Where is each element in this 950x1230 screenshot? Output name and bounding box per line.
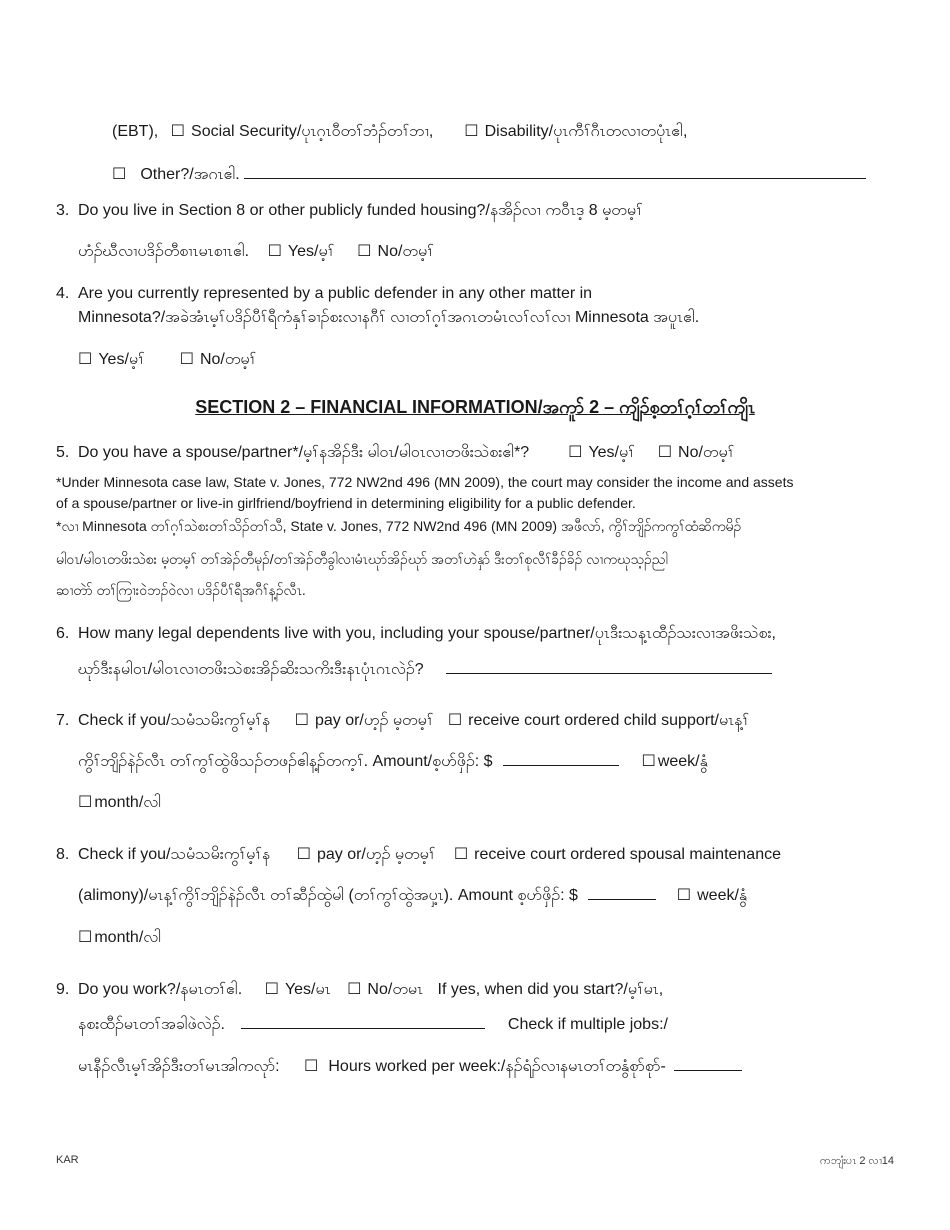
label-other: Other?/အဂၤဧါ. (140, 166, 240, 183)
label-q8-month: month/လါ (94, 929, 162, 946)
q2-line2 (112, 164, 866, 186)
start-date-input[interactable] (241, 1014, 485, 1029)
label-q3-no: No/တမ့ၢ် (377, 243, 434, 260)
q5-number: 5. (56, 444, 70, 461)
q7-line2 (78, 751, 708, 773)
q5-text: Do you have a spouse/partner*/မ့ၢ်နအိၣ်ဒီး မါဝၤ/မါဝၤလၢတဖိးသဲစးဧါ*? (78, 444, 530, 461)
checkbox-q9-no[interactable]: ☐ (347, 981, 362, 998)
q9-line1 (56, 979, 663, 1001)
q9-text3: မၤနီၣ်လီၤမ့ၢ်အိၣ်ဒီးတၢ်မၤအါကလုာ်: (78, 1058, 280, 1075)
checkbox-q3-no[interactable]: ☐ (357, 243, 372, 260)
checkbox-q4-no[interactable]: ☐ (179, 351, 194, 368)
label-q7-month: month/လါ (94, 794, 162, 811)
footer-page-number: ကဘျံးပၤ 2 လၢ14 (820, 1155, 894, 1167)
q3-line1 (56, 200, 643, 222)
q6-text: How many legal dependents live with you, including your spouse/partner/ပုၤဒီးသန့ၤထီၣ်သးလၢအဖိးသဲစး, (78, 625, 776, 642)
q6-number: 6. (56, 625, 70, 642)
label-q7-receive: receive court ordered child support/မၤန့ၢ် (468, 712, 750, 729)
q8-line1 (56, 844, 781, 866)
checkbox-q7-receive[interactable]: ☐ (447, 712, 463, 729)
q4-text2: Minnesota?/အခဲအံၤမ့ၢ်ပဒိၣ်ပီၢ်ရီကံနှၢ်ခၢၣ်စးလၢနဂီၢ် လၢတၢ်ဂ့ၢ်အဂၤတမံၤလၢ်လၢ်လၢ Minnesota အပူၤဧါ. (78, 309, 700, 326)
q8-line3 (78, 927, 161, 949)
checkbox-q5-no[interactable]: ☐ (657, 444, 673, 461)
label-q9-yes: Yes/မၤ (284, 981, 331, 998)
q7-line3 (78, 792, 161, 814)
label-q7-pay: pay or/ဟ့ၣ် မ့တမ့ၢ် (314, 712, 434, 729)
hours-input[interactable] (674, 1056, 742, 1071)
label-q7-week: week/နွံ (657, 753, 708, 770)
q7-amount-input[interactable] (503, 751, 619, 766)
q8-text2: (alimony)/မၤန့ၢ်ကွိၢ်ဘျိၣ်နဲၣ်လီၤ တၢ်ဆီၣ်ထွဲမါ (တၢ်ကွၢ်ထွဲအပှ့ၤ). Amount စ့ဟ်ဖှိၣ်: $ (78, 887, 578, 904)
checkbox-q9-multiple[interactable]: ☐ (304, 1058, 319, 1075)
label-q9-hours: Hours worked per week:/နၣ်ရံၣ်လၢနမၤတၢ်တနွံစုာ်စုာ်- (328, 1058, 666, 1075)
checkbox-q7-month[interactable]: ☐ (78, 794, 93, 811)
q5-note-en-2: of a spouse/partner or live-in girlfriend/boyfriend in determining eligibility for a public defender. (56, 495, 636, 511)
checkbox-other[interactable]: ☐ (112, 166, 127, 183)
checkbox-q7-week[interactable]: ☐ (641, 753, 656, 770)
q7-text2: ကွိၢ်ဘျိၣ်နဲၣ်လီၤ တၢ်ကွၢ်ထွဲဖိသၣ်တဖၣ်ဧါန့ၣ်တက့ၢ်. Amount/စ့ဟ်ဖှိၣ်: $ (78, 753, 493, 770)
q5-note-en-1: *Under Minnesota case law, State v. Jones, 772 NW2nd 496 (MN 2009), the court may consider the income and assets (56, 474, 794, 490)
q5-note-kar-2: မါဝၤ/မါဝၤတဖိးသဲစး မ့တမ့ၢ် တၢ်အဲၣ်တီမုၣ်/တၢ်အဲၣ်တီခွါလၢမံၤဃုာ်အိၣ်ဃုာ် အတၢ်ဟဲနှာ် ဒီးတၢ်စုလီၢ်ခီၣ်ခိၣ် လၢကဃုသ့ၣ်ညါ (56, 551, 668, 567)
q9-line3 (78, 1056, 742, 1078)
q9-if-yes: If yes, when did you start?/မ့ၢ်မၤ, (437, 981, 664, 998)
q8-text: Check if you/သမံသမိးကွၢ်မ့ၢ်န (78, 846, 271, 863)
label-q8-receive: receive court ordered spousal maintenance (474, 846, 781, 863)
q2-prefix: (EBT), (112, 123, 159, 140)
q9-number: 9. (56, 981, 70, 998)
q4-line3 (78, 349, 256, 371)
other-input[interactable] (244, 164, 866, 179)
footer-language-code: KAR (56, 1154, 79, 1166)
label-q8-week: week/နွံ (697, 887, 748, 904)
q5-line1 (56, 442, 734, 464)
q9-line2 (78, 1014, 668, 1036)
q3-text2: ဟံၣ်ဃီလၢပဒိၣ်တီစၢၤမၤစၢၤဧါ. (78, 243, 250, 260)
q5-note-kar-3: ဆၢတဲာ် တၢ်ကြၢးဝဲဘၣ်ဝဲလၢ ပဒိၣ်ပီၢ်ရီအဂီၢ်န့ၣ်လီၤ. (56, 582, 306, 598)
label-q5-no: No/တမ့ၢ် (678, 444, 735, 461)
checkbox-q9-yes[interactable]: ☐ (264, 981, 279, 998)
q6-text2: ဃုာ်ဒီးနမါဝၤ/မါဝၤလၢတဖိးသဲစးအိၣ်ဆိးသကိးဒီးနၤပုံၤဂၤလဲၣ်? (78, 661, 424, 678)
q3-text: Do you live in Section 8 or other publicly funded housing?/နအိၣ်လၢ ကဝီၤဒ့ 8 မ့တမ့ၢ် (78, 202, 643, 219)
q7-text: Check if you/သမံသမိးကွၢ်မ့ၢ်န (78, 712, 271, 729)
q4-number: 4. (56, 285, 70, 302)
label-ssn: Social Security/ပုၤဂ့ၤဝီတၢ်ဘံၣ်တၢ်ဘၢ, (191, 123, 434, 140)
q6-line1 (56, 623, 776, 645)
q8-amount-input[interactable] (588, 885, 656, 900)
label-q4-no: No/တမ့ၢ် (199, 351, 257, 368)
q4-line1 (56, 283, 592, 305)
label-q4-yes: Yes/မ့ၢ် (98, 351, 145, 368)
checkbox-q3-yes[interactable]: ☐ (267, 243, 282, 260)
label-q8-pay: pay or/ဟ့ၣ် မ့တမ့ၢ် (316, 846, 436, 863)
section-2-heading: SECTION 2 – FINANCIAL INFORMATION/အကူာ် 2 – ကျိၣ်စ့တၢ်ဂ့ၢ်တၢ်ကျိၤ (195, 397, 755, 417)
label-disability: Disability/ပုၤကီၢ်ဂီၤတလၢတပုံၤဧါ, (484, 123, 688, 140)
q4-line2 (78, 307, 699, 329)
q9-text2: နစးထီၣ်မၤတၢ်အခါဖဲလဲၣ်. (78, 1016, 225, 1033)
label-q3-yes: Yes/မ့ၢ် (287, 243, 335, 260)
label-q5-yes: Yes/မ့ၢ် (588, 444, 635, 461)
checkbox-q8-month[interactable]: ☐ (78, 929, 93, 946)
checkbox-q5-yes[interactable]: ☐ (568, 444, 583, 461)
checkbox-q8-pay[interactable]: ☐ (296, 846, 311, 863)
q7-number: 7. (56, 712, 70, 729)
q5-note-kar-1: *လၢ Minnesota တၢ်ဂ့ၢ်သဲစးတၢ်သိၣ်တၢ်သီ, State v. Jones, 772 NW2nd 496 (MN 2009) အဖီလာ်, ကွိၢ်ဘျိၣ်ကကွၢ်ထံဆိကမိၣ် (56, 518, 742, 534)
checkbox-q4-yes[interactable]: ☐ (78, 351, 93, 368)
q2-line1 (112, 121, 687, 143)
q6-line2 (78, 659, 772, 681)
label-q9-no: No/တမၤ (367, 981, 424, 998)
q8-number: 8. (56, 846, 70, 863)
q9-text: Do you work?/နမၤတၢ်ဧါ. (78, 981, 243, 998)
dependents-input[interactable] (446, 659, 772, 674)
q7-line1 (56, 710, 749, 732)
q3-number: 3. (56, 202, 70, 219)
q3-line2 (78, 241, 434, 263)
checkbox-q8-receive[interactable]: ☐ (453, 846, 469, 863)
checkbox-q8-week[interactable]: ☐ (676, 887, 692, 904)
q9-multiple-jobs: Check if multiple jobs:/ (507, 1016, 668, 1033)
q8-line2 (78, 885, 747, 907)
checkbox-disability[interactable]: ☐ (464, 123, 479, 140)
checkbox-q7-pay[interactable]: ☐ (294, 712, 309, 729)
q4-text: Are you currently represented by a public defender in any other matter in (78, 285, 593, 302)
checkbox-ssn[interactable]: ☐ (170, 123, 186, 140)
